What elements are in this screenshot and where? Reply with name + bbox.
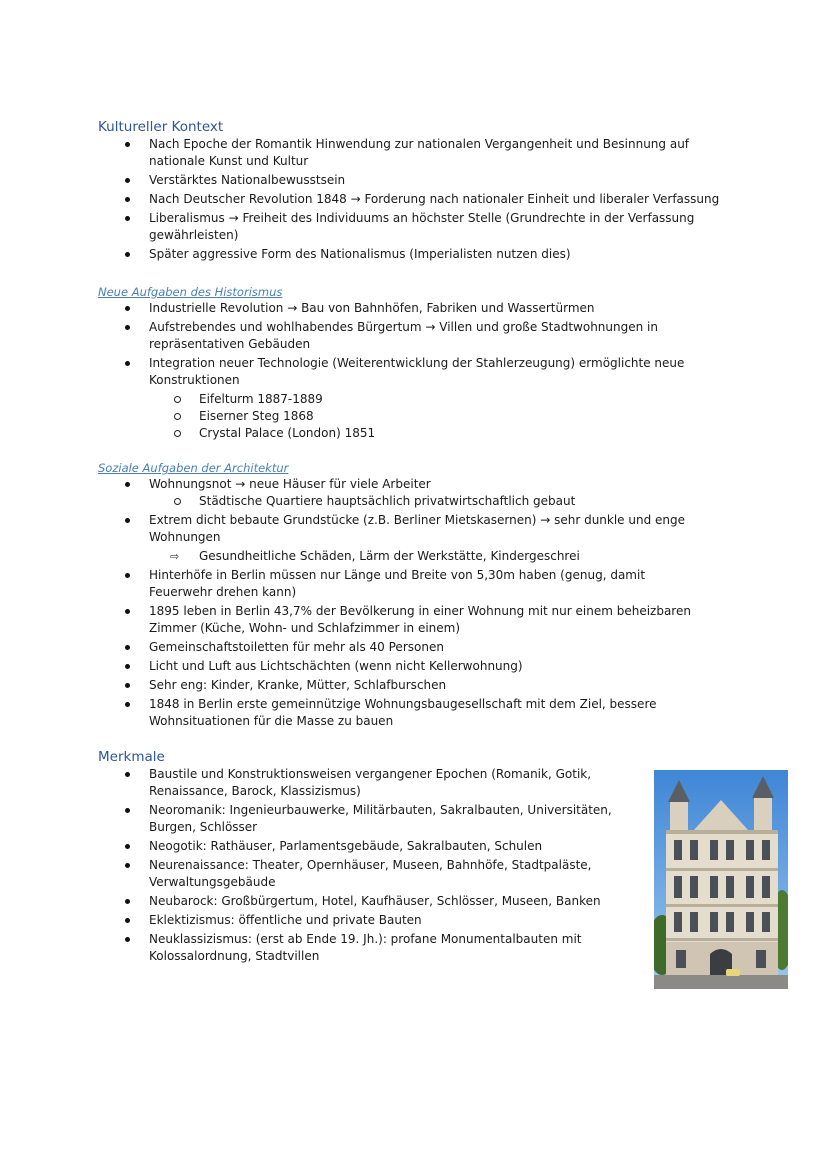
list-item: Nach Epoche der Romantik Hinwendung zur nationalen Vergangenheit und Besinnung auf nationale Kunst und Kultur [98,136,709,170]
section-subtitle: Neue Aufgaben des Historismus [98,285,283,299]
section-kultureller-kontext [98,118,788,265]
list-item: Nach Deutscher Revolution 1848 → Forderung nach nationaler Einheit und liberaler Verfassung [98,191,788,208]
list-item: Integration neuer Technologie (Weiterentwicklung der Stahlerzeugung) ermöglichte neue Konstruktionen [98,355,709,389]
list-item: Licht und Luft aus Lichtschächten (wenn nicht Kellerwohnung) [98,658,788,675]
bullet-list [98,136,788,263]
list-item: Verstärktes Nationalbewusstsein [98,172,788,189]
list-item: Eklektizismus: öffentliche und private Bauten [98,912,629,929]
bullet-list [98,476,788,730]
sub-list-item: Eiserner Steg 1868 [98,408,788,425]
list-item: Neoromanik: Ingenieurbauwerke, Militärbauten, Sakralbauten, Universitäten, Burgen, Schlösser [98,802,629,836]
section-title: Kultureller Kontext [98,119,224,135]
section-subtitle: Soziale Aufgaben der Architektur [98,461,289,475]
sub-list-item: ⇨ Gesundheitliche Schäden, Lärm der Werkstätte, Kindergeschrei [170,549,580,563]
list-item: Liberalismus → Freiheit des Individuums an höchster Stelle (Grundrechte in der Verfassung gewährleisten) [98,210,709,244]
list-item: Neogotik: Rathäuser, Parlamentsgebäude, Sakralbauten, Schulen [98,838,629,855]
list-item: Neubarock: Großbürgertum, Hotel, Kaufhäuser, Schlösser, Museen, Banken [98,893,629,910]
list-item: 1895 leben in Berlin 43,7% der Bevölkerung in einer Wohnung mit nur einem beheizbaren Zimmer (Küche, Wohn- und Schlafzimmer in einem) [98,603,709,637]
building-photo [654,770,788,989]
list-item: Wohnungsnot → neue Häuser für viele Arbeiter [98,476,788,493]
list-item: Gemeinschaftstoiletten für mehr als 40 Personen [98,639,788,656]
list-item: Industrielle Revolution → Bau von Bahnhöfen, Fabriken und Wassertürmen [98,300,788,317]
list-item: Baustile und Konstruktionsweisen vergangener Epochen (Romanik, Gotik, Renaissance, Barock, Klassizismus) [98,766,619,800]
list-item: Hinterhöfe in Berlin müssen nur Länge und Breite von 5,30m haben (genug, damit Feuerwehr drehen kann) [98,567,709,601]
list-item: Später aggressive Form des Nationalismus (Imperialisten nutzen dies) [98,246,788,263]
list-item: Aufstrebendes und wohlhabendes Bürgertum → Villen und große Stadtwohnungen in repräsentativen Gebäuden [98,319,689,353]
section-soziale-aufgaben [98,460,788,732]
list-item: Neuklassizismus: (erst ab Ende 19. Jh.): profane Monumentalbauten mit Kolossalordnung, Stadtvillen [98,931,609,965]
list-item: Neurenaissance: Theater, Opernhäuser, Museen, Bahnhöfe, Stadtpaläste, Verwaltungsgebäude [98,857,609,891]
sub-list-item: Crystal Palace (London) 1851 [98,425,788,442]
list-item: Sehr eng: Kinder, Kranke, Mütter, Schlafburschen [98,677,788,694]
section-neue-aufgaben [98,284,788,442]
arrow-icon: ⇨ [170,550,180,563]
sub-list-item: Eifelturm 1887-1889 [98,391,788,408]
bullet-list [98,300,788,442]
section-title: Merkmale [98,749,165,765]
list-item: Extrem dicht bebaute Grundstücke (z.B. Berliner Mietskasernen) → sehr dunkle und enge Wohnungen [98,512,709,546]
list-item: 1848 in Berlin erste gemeinnützige Wohnungsbaugesellschaft mit dem Ziel, bessere Wohnsituationen für die Masse zu bauen [98,696,689,730]
sub-list-item: Städtische Quartiere hauptsächlich privatwirtschaftlich gebaut [98,493,788,510]
